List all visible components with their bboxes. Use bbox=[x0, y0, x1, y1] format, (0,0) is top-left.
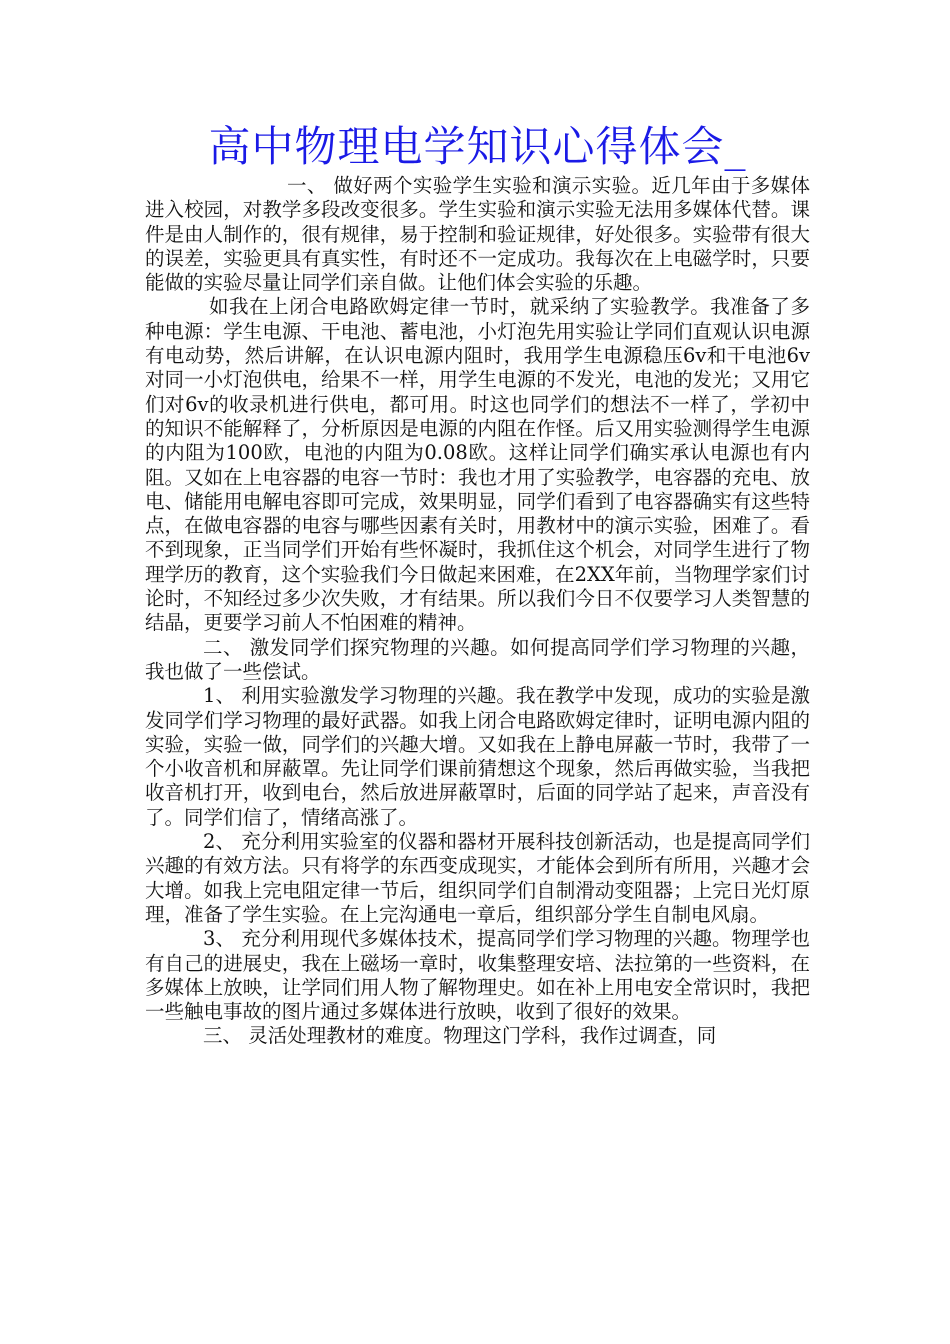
paragraph-5: 2、 充分利用实验室的仪器和器材开展科技创新活动，也是提高同学们兴趣的有效方法。只有将学的东西变成现实，才能体会到所有所用，兴趣才会大增。如我上完电阻定律一节后，组织同学们自制滑动变阻器；上完日光灯原理，准备了学生实验。在上完沟通电一章后，组织部分学生自制电风扇。 bbox=[145, 830, 810, 926]
paragraph-6: 3、 充分利用现代多媒体技术，提高同学们学习物理的兴趣。物理学也有自己的进展史，我在上磁场一章时，收集整理安培、法拉第的一些资料，在多媒体上放映，让学同们用人物了解物理史。如在补上用电安全常识时，我把一些触电事故的图片通过多媒体进行放映，收到了很好的效果。 bbox=[145, 927, 810, 1024]
paragraph-7: 三、 灵活处理教材的难度。物理这门学科，我作过调查，同 bbox=[203, 1024, 717, 1048]
paragraph-3: 二、 激发同学们探究物理的兴趣。如何提高同学们学习物理的兴趣，我也做了一些偿试。 bbox=[145, 635, 810, 683]
document-title: 高中物理电学知识心得体会_ bbox=[208, 122, 747, 171]
paragraph-1: 一、 做好两个实验学生实验和演示实验。近几年由于多媒体进入校园，对教学多段改变很多。学生实验和演示实验无法用多媒体代替。课件是由人制作的，很有规律，易于控制和验证规律，好处很多。实验带有很大的误差，实验更具有真实性，有时还不一定成功。我每次在上电磁学时，只要能做的实验尽量让同学们亲自做。让他们体会实验的乐趣。 bbox=[145, 174, 810, 295]
paragraph-2: 如我在上闭合电路欧姆定律一节时，就采纳了实验教学。我准备了多种电源：学生电源、干电池、蓄电池，小灯泡先用实验让学同们直观认识电源有电动势，然后讲解，在认识电源内阻时，我用学生电源稳压6v和干电池6v对同一小灯泡供电，给果不一样，用学生电源的不发光，电池的发光；又用它们对6v的收录机进行供电，都可用。时这也同学们的想法不一样了，学初中的知识不能解释了，分析原因是电源的内阻在作怪。后又用实验测得学生电源的内阻为100欧，电池的内阻为0.08欧。这样让同学们确实承认电源也有内阻。又如在上电容器的电容一节时：我也才用了实验教学，电容器的充电、放电、储能用电解电容即可完成，效果明显，同学们看到了电容器确实有这些特点，在做电容器的电容与哪些因素有关时，用教材中的演示实验，困难了。看不到现象，正当同学们开始有些怀凝时，我抓住这个机会，对同学生进行了物理学历的教育，这个实验我们今日做起来困难，在2XX年前，当物理学家们讨论时，不知经过多少次失败，才有结果。所以我们今日不仅要学习人类智慧的结晶，更要学习前人不怕困难的精神。 bbox=[145, 295, 810, 635]
paragraph-4: 1、 利用实验激发学习物理的兴趣。我在教学中发现，成功的实验是激发同学们学习物理的最好武器。如我上闭合电路欧姆定律时，证明电源内阻的实验，实验一做，同学们的兴趣大增。又如我在上静电屏蔽一节时，我带了一个小收音机和屏蔽罩。先让同学们课前猜想这个现象，然后再做实验，当我把收音机打开，收到电台，然后放进屏蔽罩时，后面的同学站了起来，声音没有了。同学们信了，情绪高涨了。 bbox=[145, 684, 810, 829]
document-body bbox=[145, 174, 810, 1049]
document-page bbox=[145, 120, 810, 1049]
